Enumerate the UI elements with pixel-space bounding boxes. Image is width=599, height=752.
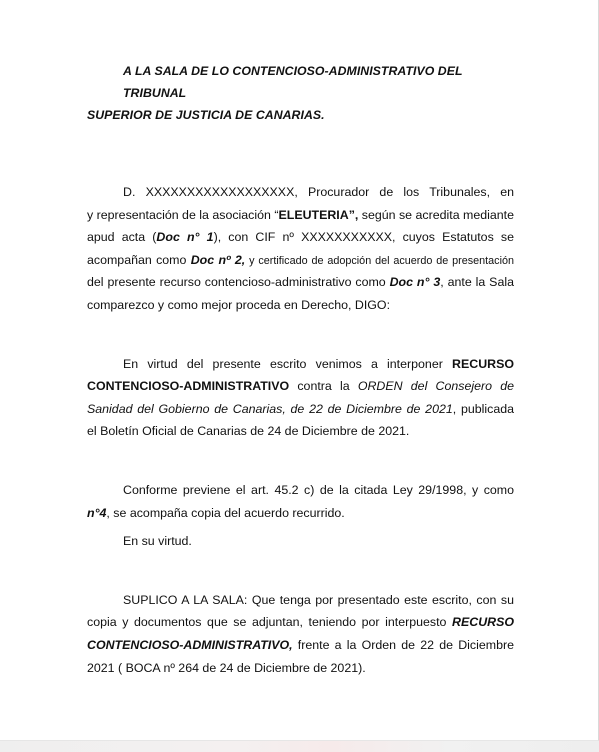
paragraph-line xyxy=(87,398,514,421)
heading-line-2: SUPERIOR DE JUSTICIA DE CANARIAS. xyxy=(87,108,325,122)
text-run: y representación de la asociación “ xyxy=(87,207,279,222)
paragraph-line: comparezco y como mejor proceda en Derecho, DIGO: xyxy=(87,297,391,312)
doc-reference: Doc n° 1 xyxy=(156,230,214,245)
paragraph-line xyxy=(87,353,514,376)
text-run: según se acredita mediante xyxy=(358,207,514,222)
paragraph-line xyxy=(87,181,514,204)
text-run: frente a la Orden de 22 de Diciembre xyxy=(297,637,514,652)
emphasis-text: RECURSO xyxy=(452,356,514,371)
paragraph-appeal xyxy=(87,353,514,443)
paragraph-request xyxy=(87,589,514,679)
doc-reference: Doc nº 2, xyxy=(190,252,246,267)
doc-reference: Doc n° 3 xyxy=(389,275,441,290)
paragraph-line: 2021 ( BOCA nº 264 de 24 de Diciembre de 2021). xyxy=(87,660,366,675)
text-run: ), con CIF nº XXXXXXXXXXX, cuyos Estatutos se xyxy=(213,230,514,245)
page-bottom-edge xyxy=(0,741,599,752)
paragraph-line xyxy=(87,204,514,227)
paragraph-closing xyxy=(87,530,514,553)
italic-text: Sanidad del Gobierno de Canarias, de 22 de Diciembre de 2021 xyxy=(87,401,453,416)
emphasis-text: RECURSO xyxy=(452,615,514,630)
paragraph-line xyxy=(87,479,514,502)
paragraph-line: el Boletín Oficial de Canarias de 24 de Diciembre de 2021. xyxy=(87,424,410,439)
text-run: acompañan como xyxy=(87,252,191,267)
document-heading xyxy=(87,60,514,126)
paragraph-line xyxy=(87,375,514,398)
text-run: Conforme previene el art. 45.2 c) de la citada Ley 29/1998, y como xyxy=(123,482,514,497)
italic-text: ORDEN del Consejero de xyxy=(357,379,514,394)
paragraph-line xyxy=(87,249,514,272)
text-run: , publicada xyxy=(452,401,514,416)
paragraph-line xyxy=(87,634,514,657)
emphasis-text: CONTENCIOSO-ADMINISTRATIVO, xyxy=(87,637,293,652)
paragraph-line: En su virtud. xyxy=(123,534,192,549)
text-run: y certificado de adopción del acuerdo de presentación xyxy=(245,254,514,267)
paragraph-line xyxy=(87,502,514,525)
text-run: D. XXXXXXXXXXXXXXXXXX, Procurador de los Tribunales, en xyxy=(123,185,514,199)
text-run: apud acta ( xyxy=(87,230,157,245)
paragraph-attachment xyxy=(87,479,514,524)
text-run: , se acompaña copia del acuerdo recurrido. xyxy=(106,505,345,520)
paragraph-line xyxy=(87,226,514,249)
emphasis-text: CONTENCIOSO-ADMINISTRATIVO xyxy=(87,379,290,394)
paragraph-representation xyxy=(87,181,514,317)
heading-line-1: A LA SALA DE LO CONTENCIOSO-ADMINISTRATIVO DEL TRIBUNAL xyxy=(123,64,463,100)
text-run: del presente recurso contencioso-administrativo como xyxy=(87,275,390,290)
paragraph-line xyxy=(87,611,514,634)
paragraph-line: SUPLICO A LA SALA: Que tenga por presentado este escrito, con su xyxy=(123,592,514,607)
association-name: ELEUTERIA”, xyxy=(278,207,359,222)
text-run: , ante la Sala xyxy=(440,275,514,290)
text-run: En virtud del presente escrito venimos a interponer xyxy=(123,356,453,371)
text-run: contra la xyxy=(289,379,358,394)
paragraph-line xyxy=(87,271,514,294)
doc-reference: n°4 xyxy=(87,505,107,520)
document-body xyxy=(87,60,514,679)
text-run: copia y documentos que se adjuntan, teniendo por interpuesto xyxy=(87,615,453,630)
